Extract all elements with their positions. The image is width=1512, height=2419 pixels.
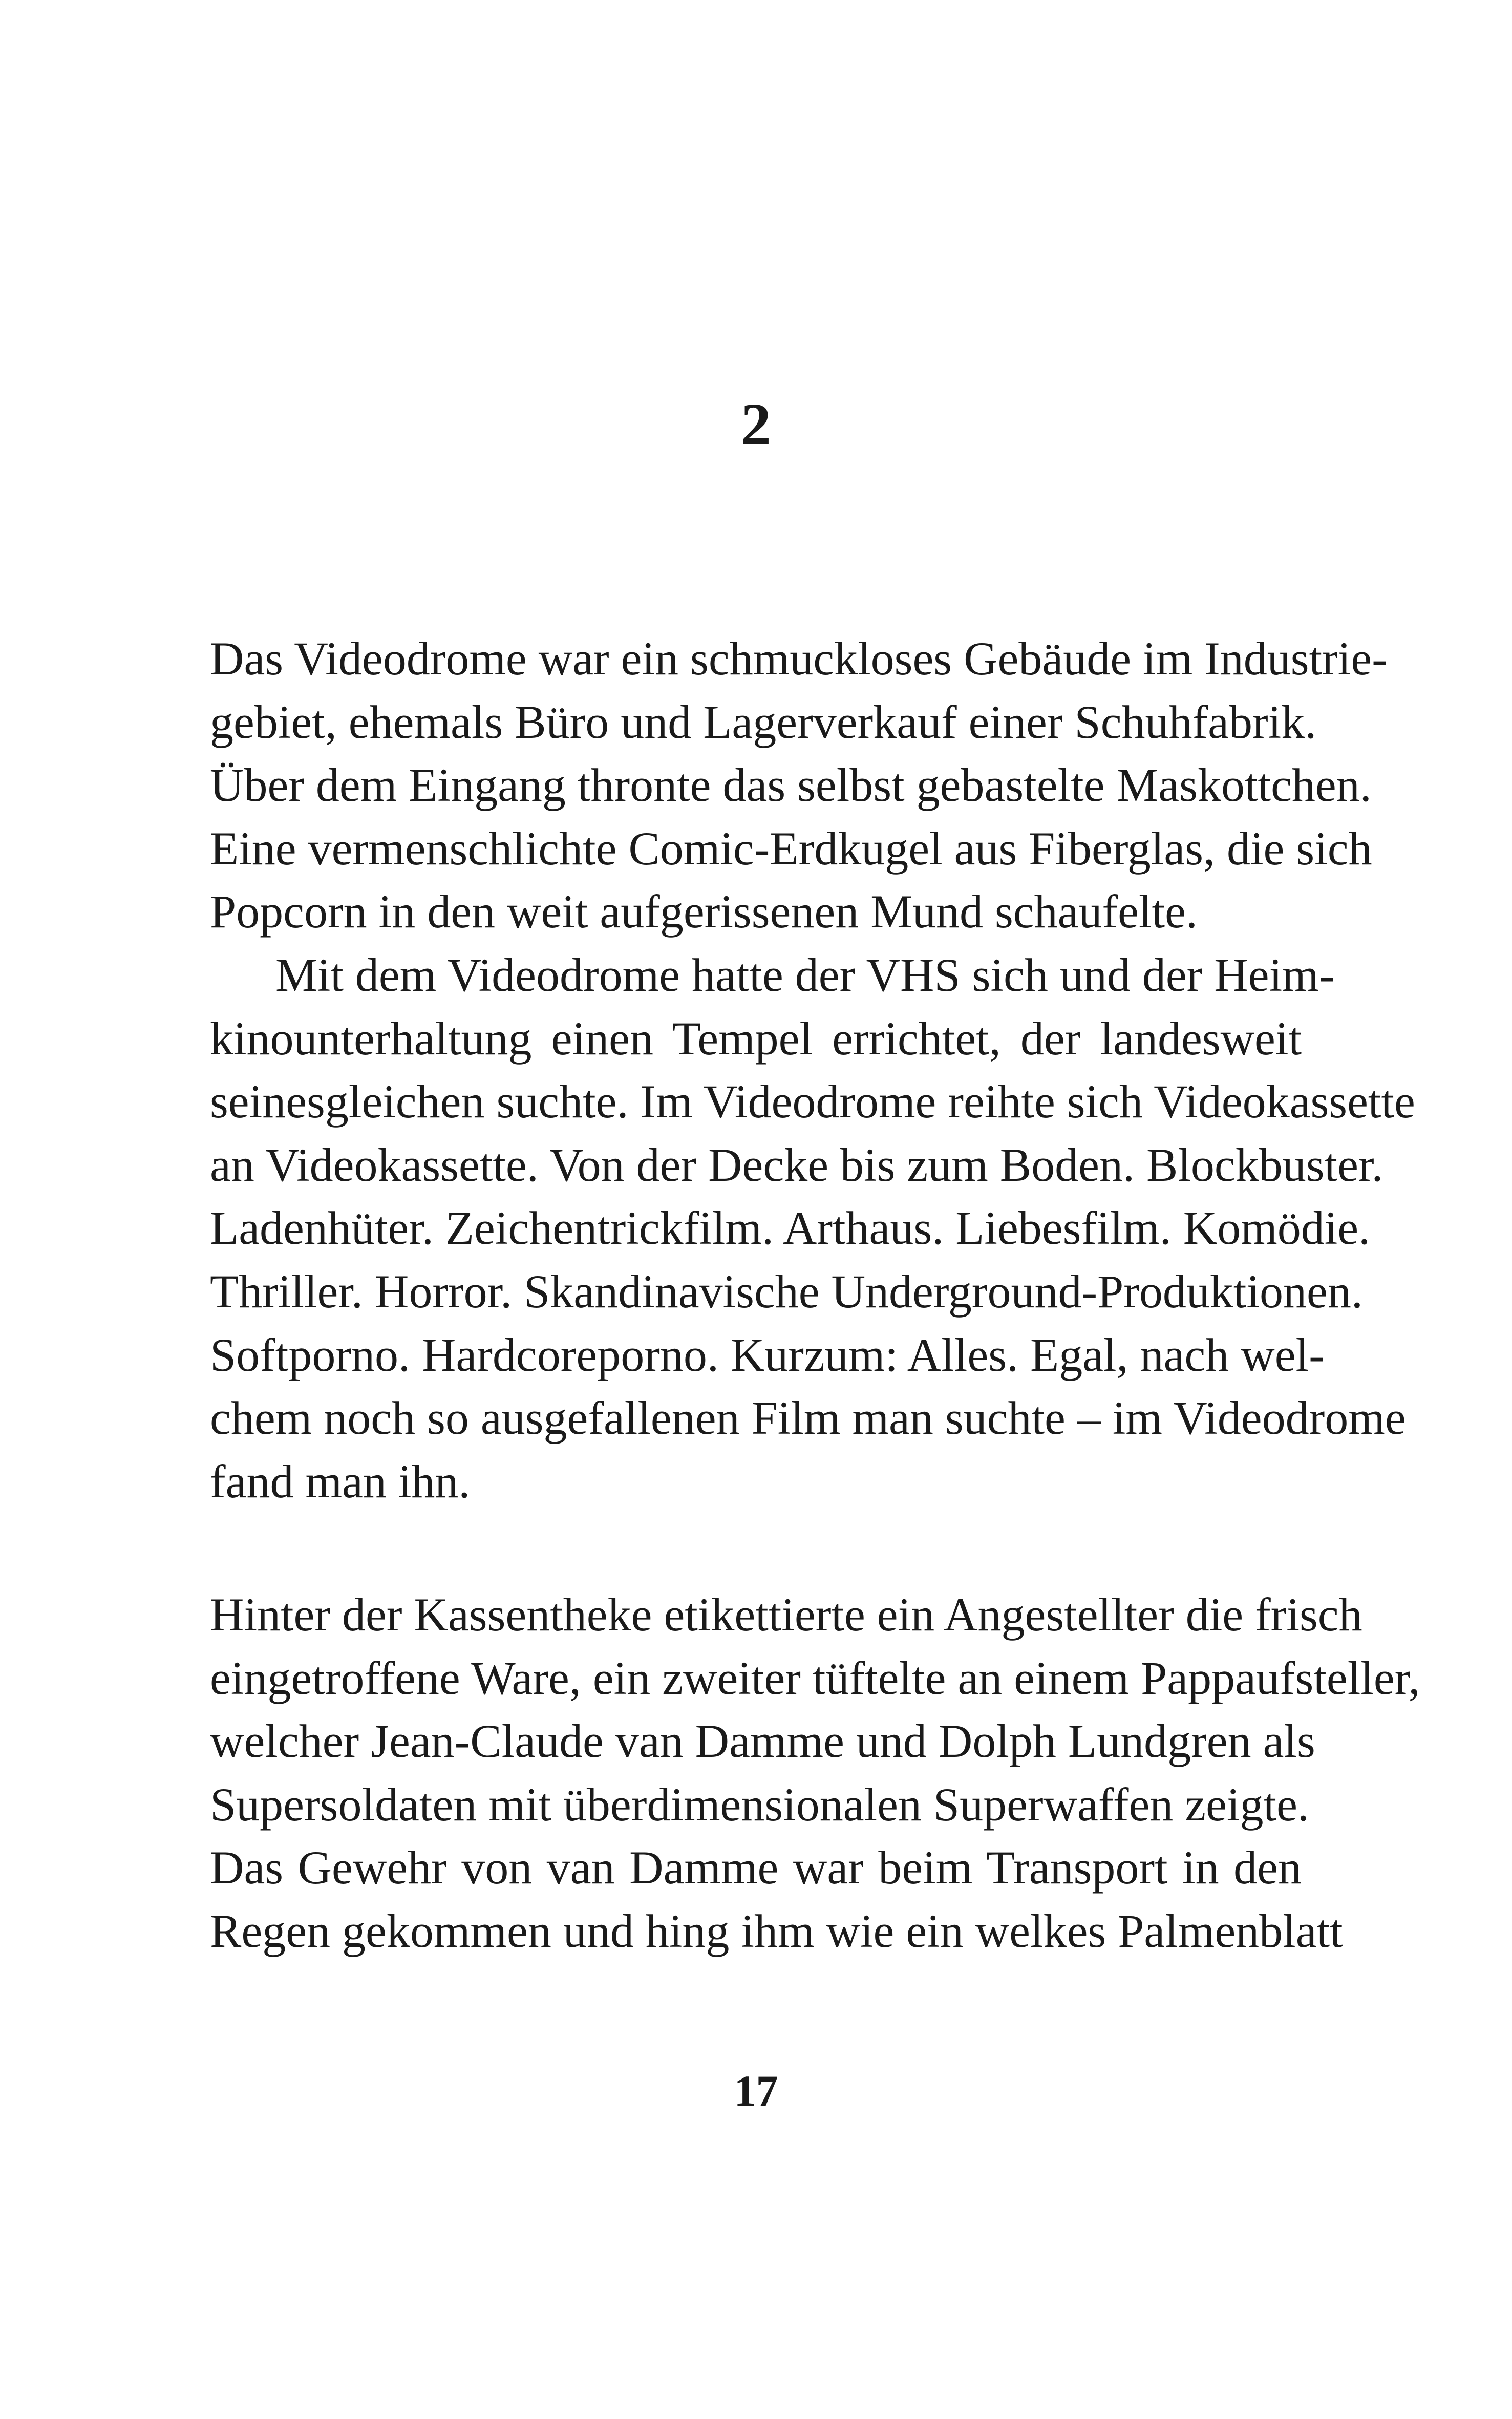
paragraph-3	[210, 1583, 1420, 1963]
text-section-1	[210, 627, 1415, 1513]
text-line: Mit dem Videodrome hatte der VHS sich und der Heim-	[275, 948, 1335, 1001]
text-section-2	[210, 1583, 1420, 1963]
text-line: an Videokassette. Von der Decke bis zum Boden. Blockbuster.	[210, 1138, 1383, 1191]
text-line: Regen gekommen und hing ihm wie ein welkes Palmenblatt	[210, 1904, 1343, 1957]
text-line: Ladenhüter. Zeichentrickfilm. Arthaus. Liebesfilm. Komödie.	[210, 1202, 1371, 1255]
text-line: Softporno. Hardcoreporno. Kurzum: Alles. Egal, nach wel-	[210, 1328, 1325, 1381]
page-number: 17	[734, 2066, 778, 2115]
paragraph-1	[210, 627, 1388, 944]
text-line: seinesgleichen suchte. Im Videodrome reihte sich Videokassette	[210, 1075, 1415, 1128]
text-line: Supersoldaten mit überdimensionalen Superwaffen zeigte.	[210, 1778, 1309, 1831]
text-line: Über dem Eingang thronte das selbst gebastelte Maskottchen.	[210, 759, 1372, 812]
text-line: Popcorn in den weit aufgerissenen Mund schaufelte.	[210, 885, 1198, 938]
text-line: fand man ihn.	[210, 1455, 471, 1508]
text-line: Hinter der Kassentheke etikettierte ein Angestellter die frisch	[210, 1588, 1362, 1641]
text-line: Das Gewehr von van Damme war beim Transport in den	[210, 1841, 1302, 1894]
text-line: kinounterhaltung einen Tempel errichtet, der landesweit	[210, 1012, 1302, 1065]
paragraph-2	[210, 944, 1415, 1513]
text-line: gebiet, ehemals Büro und Lagerverkauf einer Schuhfabrik.	[210, 695, 1317, 748]
text-line: chem noch so ausgefallenen Film man suchte – im Videodrome	[210, 1392, 1406, 1445]
text-line: Das Videodrome war ein schmuckloses Gebäude im Industrie-	[210, 632, 1388, 685]
text-line: Thriller. Horror. Skandinavische Underground-Produktionen.	[210, 1265, 1363, 1318]
text-line: Eine vermenschlichte Comic-Erdkugel aus Fiberglas, die sich	[210, 822, 1372, 875]
text-line: eingetroffene Ware, ein zweiter tüftelte an einem Pappaufsteller,	[210, 1651, 1420, 1704]
text-line: welcher Jean-Claude van Damme und Dolph Lundgren als	[210, 1715, 1315, 1768]
chapter-number: 2	[741, 391, 771, 458]
